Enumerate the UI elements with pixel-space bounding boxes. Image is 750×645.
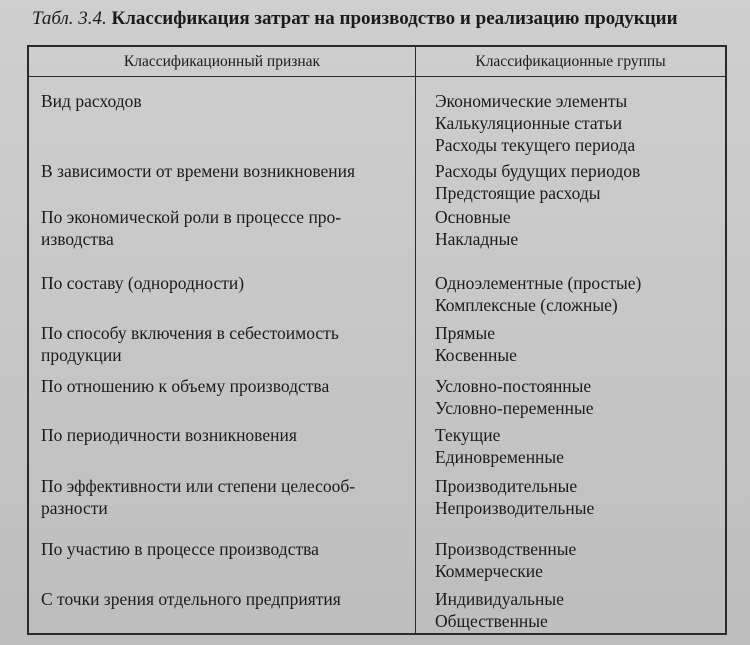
feature-cell [41, 90, 401, 112]
group-item: Производственные [435, 539, 577, 559]
feature-line: По составу (однородности) [41, 273, 245, 293]
feature-line: разности [41, 498, 108, 518]
group-item: Производительные [435, 476, 578, 496]
groups-cell [435, 322, 720, 366]
table-caption-label: Табл. 3.4. [32, 8, 107, 29]
feature-line: По экономической роли в процессе про- [41, 207, 342, 227]
groups-cell [435, 160, 720, 204]
feature-cell [41, 272, 401, 294]
column-divider [415, 47, 416, 633]
group-item: Расходы будущих периодов [435, 161, 641, 181]
group-item: Одноэлементные (простые) [435, 273, 642, 293]
group-item: Текущие [435, 425, 501, 445]
feature-cell [41, 475, 401, 519]
header-groups: Классификационные группы [475, 53, 666, 70]
feature-line: В зависимости от времени возникновения [41, 161, 356, 181]
group-item: Индивидуальные [435, 589, 564, 609]
feature-cell [41, 588, 401, 610]
table-caption-title: Классификация затрат на производство и реализацию продукции [111, 8, 678, 29]
feature-line: продукции [41, 345, 122, 365]
group-item: Общественные [435, 611, 548, 631]
groups-cell [435, 206, 720, 250]
group-item: Прямые [435, 323, 496, 343]
classification-table [27, 45, 727, 635]
groups-cell [435, 375, 720, 419]
group-item: Расходы текущего периода [435, 135, 636, 155]
group-item: Коммерческие [435, 561, 543, 581]
groups-cell [435, 424, 720, 468]
group-item: Непроизводительные [435, 498, 595, 518]
groups-cell [435, 272, 720, 316]
feature-cell [41, 160, 401, 182]
group-item: Накладные [435, 229, 519, 249]
feature-cell [41, 206, 401, 250]
group-item: Условно-переменные [435, 398, 594, 418]
feature-line: С точки зрения отдельного предприятия [41, 589, 341, 609]
feature-line: По способу включения в себестоимость [41, 323, 339, 343]
table-header [29, 47, 725, 77]
feature-line: По периодичности возникновения [41, 425, 297, 445]
group-item: Косвенные [435, 345, 517, 365]
groups-cell [435, 475, 720, 519]
feature-line: По эффективности или степени целесооб- [41, 476, 356, 496]
group-item: Экономические элементы [435, 91, 628, 111]
feature-cell [41, 538, 401, 560]
group-item: Условно-постоянные [435, 376, 592, 396]
group-item: Калькуляционные статьи [435, 113, 623, 133]
groups-cell [435, 90, 720, 156]
group-item: Комплексные (сложные) [435, 295, 618, 315]
feature-cell [41, 322, 401, 366]
group-item: Основные [435, 207, 511, 227]
group-item: Предстоящие расходы [435, 183, 601, 203]
groups-cell [435, 538, 720, 582]
feature-line: По отношению к объему производства [41, 376, 330, 396]
groups-cell [435, 588, 720, 632]
feature-line: Вид расходов [41, 91, 142, 111]
header-feature: Классификационный признак [123, 53, 321, 70]
feature-cell [41, 424, 401, 446]
group-item: Единовременные [435, 447, 564, 467]
feature-line: изводства [41, 229, 114, 249]
feature-cell [41, 375, 401, 397]
feature-line: По участию в процессе производства [41, 539, 319, 559]
table-caption [32, 6, 742, 32]
